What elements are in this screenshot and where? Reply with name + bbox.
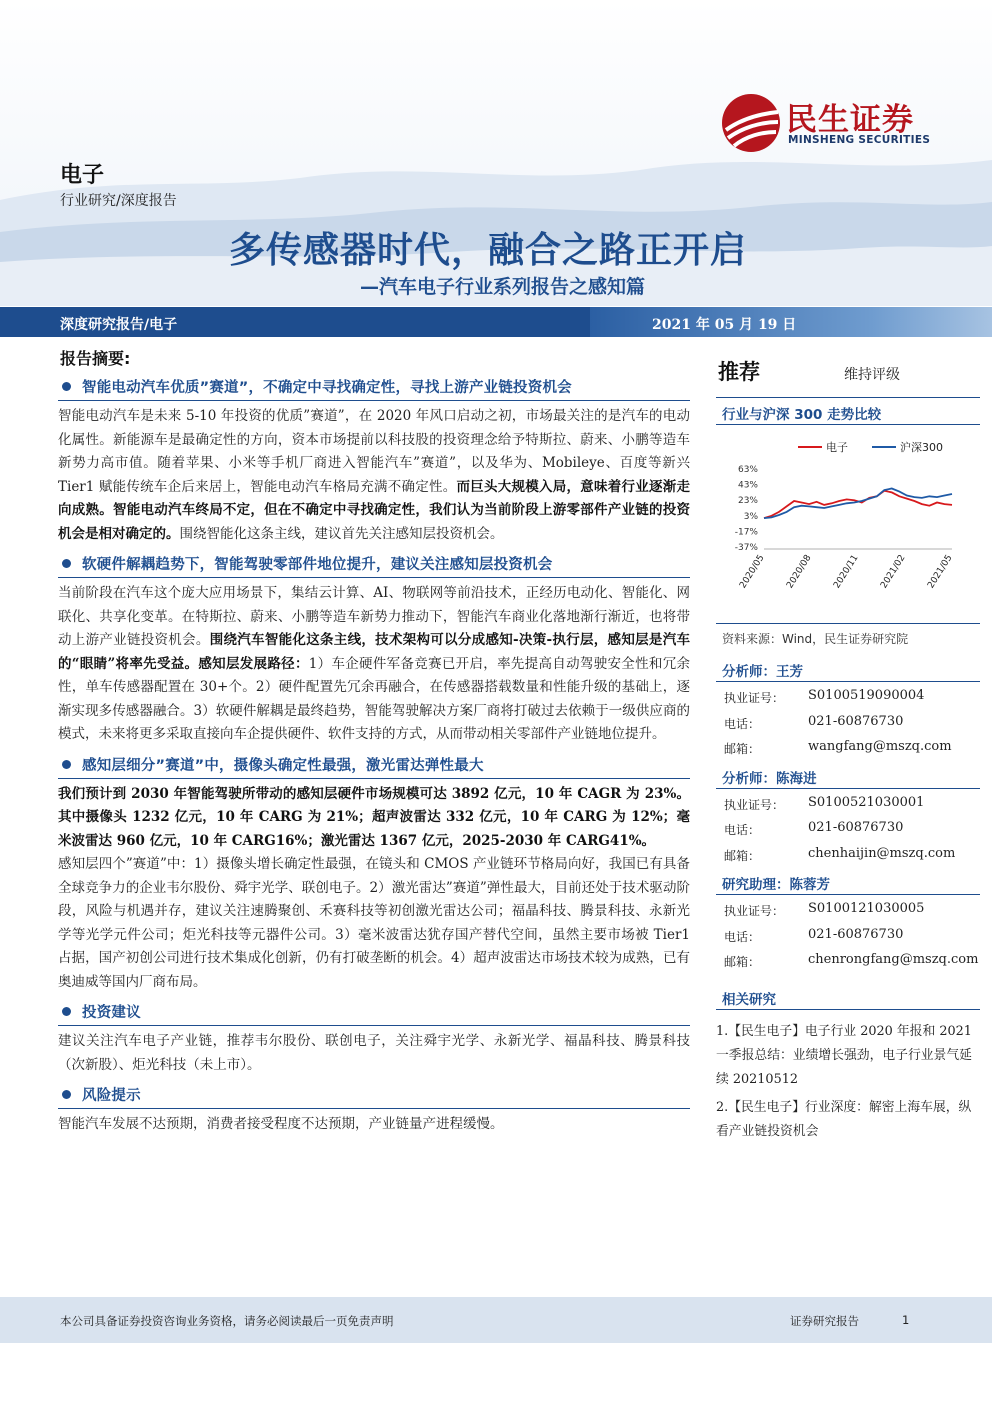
y-tick-label: 43% [737, 480, 758, 491]
info-key: 执业证号： [724, 797, 785, 812]
x-tick-label: 2021/02 [879, 553, 908, 591]
info-row [716, 949, 980, 975]
page-subtitle: —汽车电子行业系列报告之感知篇 [360, 276, 646, 298]
info-value: 021-60876730 [808, 926, 904, 942]
related-item[interactable]: 1.【民生电子】电子行业 2020 年报和 2021 一季报总结：业绩增长强劲，电子行业景气延续 20210512 [716, 1023, 972, 1087]
info-value: S0100519090004 [808, 688, 925, 703]
section-heading-text: 软硬件解耦趋势下，智能驾驶零部件地位提升，建议关注感知层投资机会 [82, 557, 553, 573]
footer-doc-type: 证券研究报告 [790, 1314, 859, 1328]
legend-label: 电子 [826, 441, 848, 454]
related-item[interactable]: 2.【民生电子】行业深度：解密上海车展，纵看产业链投资机会 [716, 1099, 972, 1139]
email-link[interactable]: chenhaijin@mszq.com [808, 845, 956, 861]
section-heading-text: 风险提示 [82, 1088, 141, 1104]
paragraph-emphasis: 围绕汽车智能化这条主线，技术架构可以分成感知-决策-执行层，感知层是汽车的“眼睛”将率先受益。感知层发展路径： [58, 632, 690, 672]
section-heading [58, 372, 690, 401]
rating-row [716, 342, 980, 398]
rating-value: 维持评级 [844, 367, 900, 383]
section-paragraph-bold: 我们预计到 2030 年智能驾驶所带动的感知层硬件市场规模可达 3892 亿元，10 年 CAGR 为 23%。其中摄像头 1232 亿元，10 年 CARG 为 21%；超声波雷达 332 亿元，10 年 CARG 为 12%；毫米波雷达 960 亿元，10 年 CARG16%；激光雷达 1367 亿元，2025-2030 年 CARG41%。 [58, 785, 690, 849]
paragraph-text: 1）车企硬件军备竞赛已开启，率先提高自动驾驶安全性和冗余性，单车传感器配置在 30+个。2）硬件配置先冗余再融合，在传感器搭载数量和性能升级的基础上，逐渐实现多传感器融合。3）软硬件解耦是最终趋势，智能驾驶解决方案厂商将打破过去依赖于一级供应商的模式，未来将更多采取直接向车企提供硬件、软件支持的方式，从而带动相关零部件产业链地位提升。 [58, 655, 690, 742]
y-tick-label: 63% [737, 465, 758, 475]
chart-container [716, 425, 980, 623]
info-row [716, 792, 980, 818]
paragraph-text: 围绕智能化这条主线，建议首先关注感知层投资机会。 [179, 525, 504, 542]
info-value: 021-60876730 [808, 820, 904, 835]
band-category: 深度研究报告/电子 [60, 317, 178, 333]
info-row [716, 924, 980, 950]
legend-label: 沪深300 [900, 441, 943, 454]
email-link[interactable]: chenrongfang@mszq.com [808, 952, 979, 967]
x-tick-label: 2020/05 [738, 553, 767, 591]
section-paragraph: 感知层四个”赛道”中：1）摄像头增长确定性最强，在镜头和 CMOS 产业链环节格局向好，我国已有具备全球竞争力的企业韦尔股份、舜宇光学、联创电子。2）激光雷达”赛道”弹性最大，目前还处于技术驱动阶段，风险与机遇并存，建议关注速腾聚创、禾赛科技等初创激光雷达公司；福晶科技、腾景科技、永新光学等光学元件公司；炬光科技等元器件公司。3）毫米波雷达犹存国产替代空间，虽然主要市场被 Tier1 占据，国产初创公司进行技术集成化创新，仍有打破垄断的机会。4）超声波雷达市场技术较为成熟，已有奥迪威等国内厂商布局。 [58, 856, 690, 990]
y-tick-label: -17% [734, 527, 758, 538]
chart-heading: 行业与沪深 300 走势比较 [716, 398, 980, 425]
section-paragraph [58, 582, 690, 747]
analyst-info [716, 895, 980, 975]
analyst-heading: 研究助理：陈蓉芳 [716, 868, 980, 895]
info-row [716, 843, 980, 869]
info-value: 021-60876730 [808, 713, 904, 729]
info-row [716, 711, 980, 737]
footer-disclaimer: 本公司具备证券投资咨询业务资格，请务必阅读最后一页免责声明 [60, 1314, 394, 1328]
info-value: S0100521030001 [808, 794, 925, 810]
section-heading [58, 750, 690, 779]
info-value: S0100121030005 [808, 901, 925, 916]
report-date: 2021 年 05 月 19 日 [652, 317, 797, 333]
analyst-info [716, 682, 980, 762]
section-heading-text: 感知层细分”赛道”中，摄像头确定性最强，激光雷达弹性最大 [82, 757, 484, 774]
paragraph-emphasis: 而巨头大规模入局，意味着行业逐渐走向成熟。智能电动汽车终局不定，但在不确定中寻找确定性，我们认为当前阶段上游零部件产业链的投资机会是相对确定的。 [58, 478, 690, 542]
report-header [0, 0, 992, 306]
info-row [716, 736, 980, 762]
x-tick-label: 2021/05 [926, 553, 955, 591]
minsheng-logo-icon [720, 92, 782, 154]
info-row [716, 898, 980, 924]
y-tick-label: 3% [743, 511, 758, 522]
brand-logo [720, 92, 980, 156]
info-key: 电话： [724, 929, 761, 944]
x-tick-label: 2020/11 [832, 553, 861, 591]
series-line [764, 491, 952, 518]
section-heading [58, 549, 690, 578]
section-heading-text: 投资建议 [82, 1005, 141, 1021]
info-row [716, 685, 980, 711]
section-paragraph [58, 405, 690, 546]
page-number: 1 [902, 1313, 910, 1327]
page-title [0, 222, 992, 273]
report-kind: 行业研究/深度报告 [60, 193, 177, 209]
trend-chart [716, 425, 980, 623]
info-row [716, 817, 980, 843]
section-paragraph: 建议关注汽车电子产业链，推荐韦尔股份、联创电子，关注舜宇光学、永新光学、福晶科技、腾景科技（次新股）、炬光科技（未上市）。 [58, 1033, 690, 1073]
page-footer [0, 1297, 992, 1343]
analyst-info [716, 789, 980, 869]
section-heading [58, 1080, 690, 1109]
analyst-heading: 分析师：陈海进 [716, 762, 980, 789]
info-key: 电话： [724, 823, 761, 837]
bullet-icon [62, 1090, 71, 1099]
info-key: 邮箱： [724, 955, 761, 969]
paragraph-text: 当前阶段在汽车这个庞大应用场景下，集结云计算、AI、物联网等前沿技术，正经历电动化、智能化、网联化、共享化变革。在特斯拉、蔚来、小鹏等造车新势力推动下，智能汽车商业化落地渐行渐近，也将带动上游产业链投资机会。 [58, 585, 690, 648]
x-tick-label: 2020/08 [785, 553, 814, 591]
brand-name-cn: 民生证券 [786, 102, 914, 138]
sector-label: 电子 [60, 163, 105, 188]
paragraph-text: 智能电动汽车是未来 5-10 年投资的优质”赛道”，在 2020 年风口启动之初，市场最关注的是汽车的电动化属性。新能源车是最确定性的方向，资本市场提前以科技股的投资理念给予特斯拉、蔚来、小鹏等造车新势力高市值。随着苹果、小米等手机厂商进入智能汽车”赛道”，以及华为、Mobileye、百度等新兴 Tier1 赋能传统车企后来居上，智能电动汽车格局充满不确定性。 [58, 408, 690, 495]
rating-label: 推荐 [718, 360, 760, 384]
page-title-text: 多传感器时代，融合之路正开启 [228, 230, 747, 271]
sidebar [716, 342, 980, 1144]
related-list [716, 1010, 980, 1144]
related-heading: 相关研究 [716, 983, 980, 1010]
info-key: 邮箱： [724, 848, 761, 863]
section-heading [58, 997, 690, 1026]
y-tick-label: 23% [737, 496, 758, 507]
info-key: 电话： [724, 716, 761, 731]
bullet-icon [62, 382, 71, 391]
bullet-icon [62, 559, 71, 568]
info-key: 执业证号： [724, 691, 785, 705]
section-paragraph: 智能汽车发展不达预期，消费者接受程度不达预期，产业链量产进程缓慢。 [58, 1116, 504, 1132]
bullet-icon [62, 760, 71, 769]
analyst-heading: 分析师：王芳 [716, 655, 980, 682]
info-key: 执业证号： [724, 904, 785, 918]
email-link[interactable]: wangfang@mszq.com [808, 739, 952, 754]
bullet-icon [62, 1007, 71, 1016]
y-tick-label: -37% [734, 543, 758, 553]
summary-column [58, 342, 690, 1140]
brand-name-en: MINSHENG SECURITIES [788, 134, 931, 146]
summary-heading: 报告摘要: [60, 349, 131, 368]
chart-source: 资料来源：Wind，民生证券研究院 [716, 623, 980, 655]
info-key: 邮箱： [724, 742, 761, 756]
title-band [0, 307, 992, 337]
section-heading-text: 智能电动汽车优质”赛道”，不确定中寻找确定性，寻找上游产业链投资机会 [82, 380, 572, 396]
